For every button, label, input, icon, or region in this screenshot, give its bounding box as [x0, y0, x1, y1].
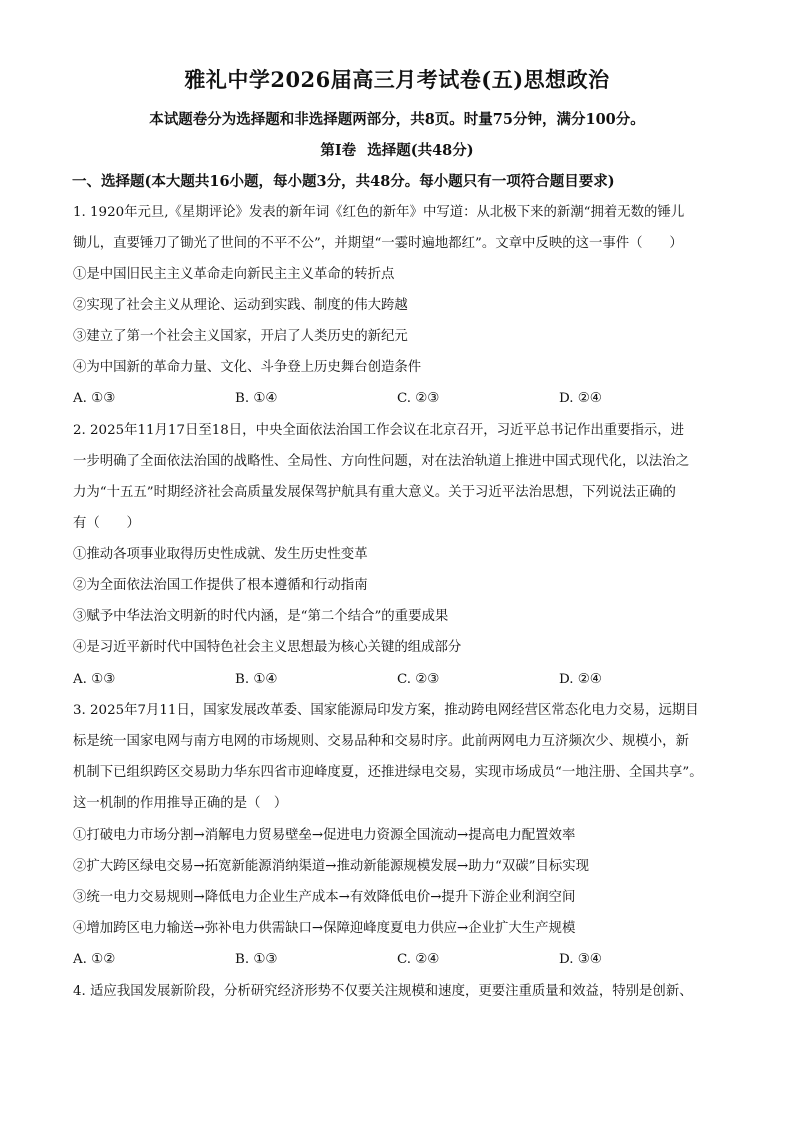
question-2-option-c: C. ②③: [397, 672, 440, 687]
question-1-stem-line-1: 1. 1920年元旦,《星期评论》发表的新年词《红色的新年》中写道：从北极下来的新潮“拥着无数的锤儿: [73, 205, 685, 220]
section-title: 一、选择题(本大题共16小题，每小题3分，共48分。每小题只有一项符合题目要求): [72, 173, 615, 190]
question-3-option-b: B. ①③: [235, 952, 278, 967]
question-2-statement-2: ②为全面依法治国工作提供了根本遵循和行动指南: [73, 578, 368, 593]
question-1-option-c: C. ②③: [397, 391, 440, 406]
question-2-statement-1: ①推动各项事业取得历史性成就、发生历史性变革: [73, 547, 368, 562]
question-1-statement-4: ④为中国新的革命力量、文化、斗争登上历史舞台创造条件: [73, 360, 422, 375]
exam-title: 雅礼中学2026届高三月考试卷(五)思想政治: [184, 67, 610, 92]
question-3-statement-2: ②扩大跨区绿电交易→拓宽新能源消纳渠道→推动新能源规模发展→助力“双碳”目标实现: [73, 859, 590, 874]
question-3-statement-3: ③统一电力交易规则→降低电力企业生产成本→有效降低电价→提升下游企业利润空间: [73, 890, 576, 905]
question-2-stem-line-3: 力为“十五五”时期经济社会高质量发展保驾护航具有重大意义。关于习近平法治思想，下列说法正确的: [73, 485, 676, 500]
question-3-statement-1: ①打破电力市场分割→消解电力贸易壁垒→促进电力资源全国流动→提高电力配置效率: [73, 828, 576, 843]
question-3-statement-4: ④增加跨区电力输送→弥补电力供需缺口→保障迎峰度夏电力供应→企业扩大生产规模: [73, 921, 576, 936]
question-3-stem-line-1: 3. 2025年7月11日，国家发展改革委、国家能源局印发方案，推动跨电网经营区常态化电力交易，远期目: [73, 703, 699, 718]
question-2-stem-line-4: 有（ ）: [73, 516, 140, 531]
part-title: 第Ⅰ卷 选择题(共48分): [320, 142, 474, 159]
question-1-option-d: D. ②④: [559, 391, 602, 406]
question-2-option-a: A. ①③: [73, 672, 116, 687]
question-2-stem-line-2: 一步明确了全面依法治国的战略性、全局性、方向性问题，对在法治轨道上推进中国式现代化，以法治之: [73, 454, 689, 469]
exam-subtitle: 本试题卷分为选择题和非选择题两部分，共8页。时量75分钟，满分100分。: [149, 111, 645, 128]
question-4-stem-line-1: 4. 适应我国发展新阶段，分析研究经济形势不仅要关注规模和速度，更要注重质量和效益，特别是创新、: [73, 984, 693, 999]
question-3-option-c: C. ②④: [397, 952, 440, 967]
question-3-stem-line-2: 标是统一国家电网与南方电网的市场规则、交易品种和交易时序。此前两网电力互济频次少、规模小，新: [73, 734, 689, 749]
question-1-statement-2: ②实现了社会主义从理论、运动到实践、制度的伟大跨越: [73, 298, 408, 313]
question-2-stem-line-1: 2. 2025年11月17日至18日，中央全面依法治国工作会议在北京召开，习近平总书记作出重要指示，进: [73, 423, 685, 438]
question-1-statement-1: ①是中国旧民主主义革命走向新民主主义革命的转折点: [73, 267, 395, 282]
question-3-option-a: A. ①②: [73, 952, 116, 967]
question-2-option-d: D. ②④: [559, 672, 602, 687]
question-3-option-d: D. ③④: [559, 952, 602, 967]
question-1-option-b: B. ①④: [235, 391, 278, 406]
question-3-stem-line-4: 这一机制的作用推导正确的是（ ）: [73, 796, 288, 811]
question-3-stem-line-3: 机制下已组织跨区交易助力华东四省市迎峰度夏，还推进绿电交易，实现市场成员“一地注册、全国共享”。: [73, 765, 703, 780]
question-1-statement-3: ③建立了第一个社会主义国家，开启了人类历史的新纪元: [73, 329, 408, 344]
question-2-statement-4: ④是习近平新时代中国特色社会主义思想最为核心关键的组成部分: [73, 640, 462, 655]
question-2-option-b: B. ①④: [235, 672, 278, 687]
question-1-option-a: A. ①③: [73, 391, 116, 406]
question-2-statement-3: ③赋予中华法治文明新的时代内涵，是“第二个结合”的重要成果: [73, 609, 449, 624]
question-1-stem-line-2: 锄儿，直要锤刀了锄光了世间的不平不公”，并期望“一霎时遍地都红”。文章中反映的这一事件（ ）: [73, 236, 683, 251]
